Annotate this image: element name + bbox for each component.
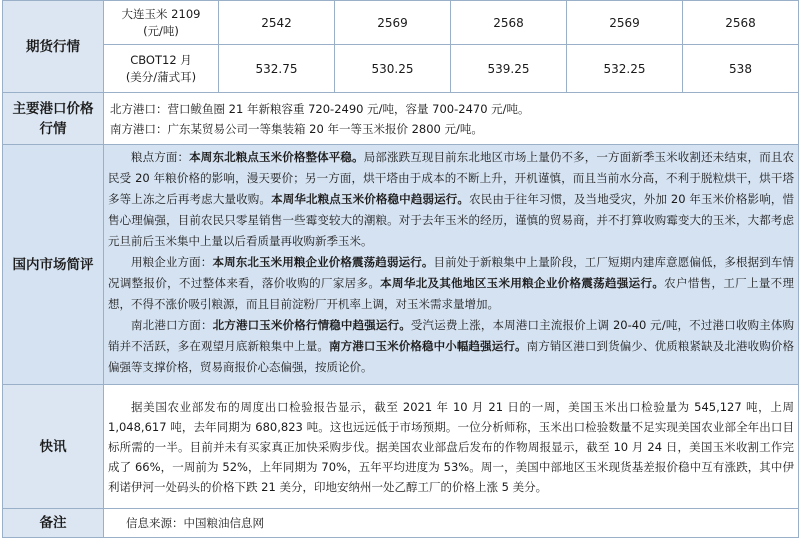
market-text: 用粮企业方面： xyxy=(131,255,213,269)
futures-value: 2569 xyxy=(335,1,451,45)
ports-label-line1: 主要港口价格 xyxy=(12,100,94,117)
market-highlight: 北方港口玉米价格行情稳中趋强运行。 xyxy=(212,318,411,332)
north-port-text: 北方港口：营口鲅鱼圈 21 年新粮容重 720-2490 元/吨，容量 700-2470 元/吨。 xyxy=(110,101,530,116)
news-label: 快讯 xyxy=(3,385,104,509)
market-label: 国内市场简评 xyxy=(3,145,104,385)
futures-name-cell xyxy=(104,45,219,93)
market-highlight: 本周东北玉米用粮企业价格震荡趋弱运行。 xyxy=(212,255,434,269)
futures-name: 大连玉米 2109 xyxy=(121,6,201,21)
market-content xyxy=(104,145,799,385)
market-highlight: 南方港口玉米价格稳中小幅趋强运行。 xyxy=(328,339,527,353)
market-highlight: 本周东北粮点玉米价格整体平稳。 xyxy=(189,150,364,164)
ports-label xyxy=(3,93,104,145)
futures-value: 538 xyxy=(683,45,799,93)
market-paragraph-grain-points xyxy=(108,147,794,252)
market-text: 受汽运费上涨，本周港口主流报价上调 20-40 元/吨，不过港口收购主体购销并不活跃，多在观望月底新粮集中上量。 xyxy=(108,318,795,353)
market-text: 局部涨跌互现目前东北地区市场上量仍不多，一方面新季玉米收割还未结束，而且农民受 20 年粮价格的影响，漫天要价；另一方面，烘干塔由于成本的不断上升，开机谨慎，而且当前水分高，不利于脱粒烘干，烘干塔多等上冻之后再考虑大量收购。 xyxy=(108,150,795,206)
futures-unit: (美分/蒲式耳) xyxy=(125,69,197,84)
ports-content xyxy=(104,93,799,145)
market-text: 南方销区港口到货偏少、优质粮紧缺及北港收购价格偏强等支撑价格，贸易商报价心态偏强，按质论价。 xyxy=(108,339,795,374)
market-text: 南北港口方面： xyxy=(131,318,213,332)
ports-row xyxy=(3,93,799,145)
market-highlight: 本周华北粮点玉米价格稳中趋弱运行。 xyxy=(271,192,470,206)
market-report-table xyxy=(2,0,799,538)
note-source-text: 信息来源：中国粮油信息网 xyxy=(104,509,799,538)
futures-row-dalian xyxy=(3,1,799,45)
futures-value: 2568 xyxy=(683,1,799,45)
news-content xyxy=(104,385,799,509)
note-label: 备注 xyxy=(3,509,104,538)
futures-value: 2569 xyxy=(567,1,683,45)
futures-value: 539.25 xyxy=(451,45,567,93)
market-text: 目前处于新粮集中上量阶段，工厂短期内建库意愿偏低，多根据到车情况调整报价，不过整体来看，落价收购的厂家居多。 xyxy=(108,255,794,290)
market-text: 农民由于往年习惯，及当地受灾，外加 20 年玉米价格影响，惜售心理偏强，目前农民只零星销售一些霉变较大的潮粮。对于去年玉米的经历，谨慎的贸易商，并不打算收购霉变大的玉米，大都考虑元旦前后玉米集中上量以后看质量再收购新季玉米。 xyxy=(108,192,794,248)
note-row xyxy=(3,509,799,538)
market-paragraph-enterprises xyxy=(108,252,794,315)
futures-value: 532.25 xyxy=(567,45,683,93)
news-row xyxy=(3,385,799,509)
futures-label: 期货行情 xyxy=(3,1,104,93)
south-port-text: 南方港口：广东某贸易公司一等集装箱 20 年一等玉米报价 2800 元/吨。 xyxy=(110,121,483,136)
market-text: 农户惜售，工厂上量不理想，不得不涨价吸引粮源，而且目前淀粉厂开机率上调，对玉米需求量增加。 xyxy=(108,276,795,311)
market-row xyxy=(3,145,799,385)
ports-label-line2: 行情 xyxy=(39,120,67,137)
futures-name-cell xyxy=(104,1,219,45)
market-highlight: 本周华北及其他地区玉米用粮企业价格震荡趋强运行。 xyxy=(380,276,665,290)
futures-unit: (元/吨) xyxy=(143,23,179,38)
market-text: 粮点方面： xyxy=(131,150,190,164)
news-text: 据美国农业部发布的周度出口检验报告显示，截至 2021 年 10 月 21 日的一周，美国玉米出口检验量为 545,127 吨，上周 1,048,617 吨，去年同期为 680,823 吨。这也远远低于市场预期。一位分析师称，玉米出口检验数量不足实现美国农业部全年出口目标所需的一半。目前并未有买家真正加快采购步伐。据美国农业部盘后发布的作物周报显示，截至 10 月 24 日，美国玉米收割工作完成了 66%，一周前为 52%，上年同期为 70%，五年平均进度为 53%。周一，美国中部地区玉米现货基差报价稳中互有涨跌，其中伊利诺伊河一处码头的价格下跌 21 美分，印地安纳州一处乙醇工厂的价格上涨 5 美分。 xyxy=(108,399,794,494)
futures-value: 530.25 xyxy=(335,45,451,93)
futures-value: 532.75 xyxy=(219,45,335,93)
futures-name: CBOT12 月 xyxy=(130,52,192,67)
futures-value: 2568 xyxy=(451,1,567,45)
market-paragraph-ports xyxy=(108,315,794,378)
futures-row-cbot xyxy=(3,45,799,93)
futures-value: 2542 xyxy=(219,1,335,45)
